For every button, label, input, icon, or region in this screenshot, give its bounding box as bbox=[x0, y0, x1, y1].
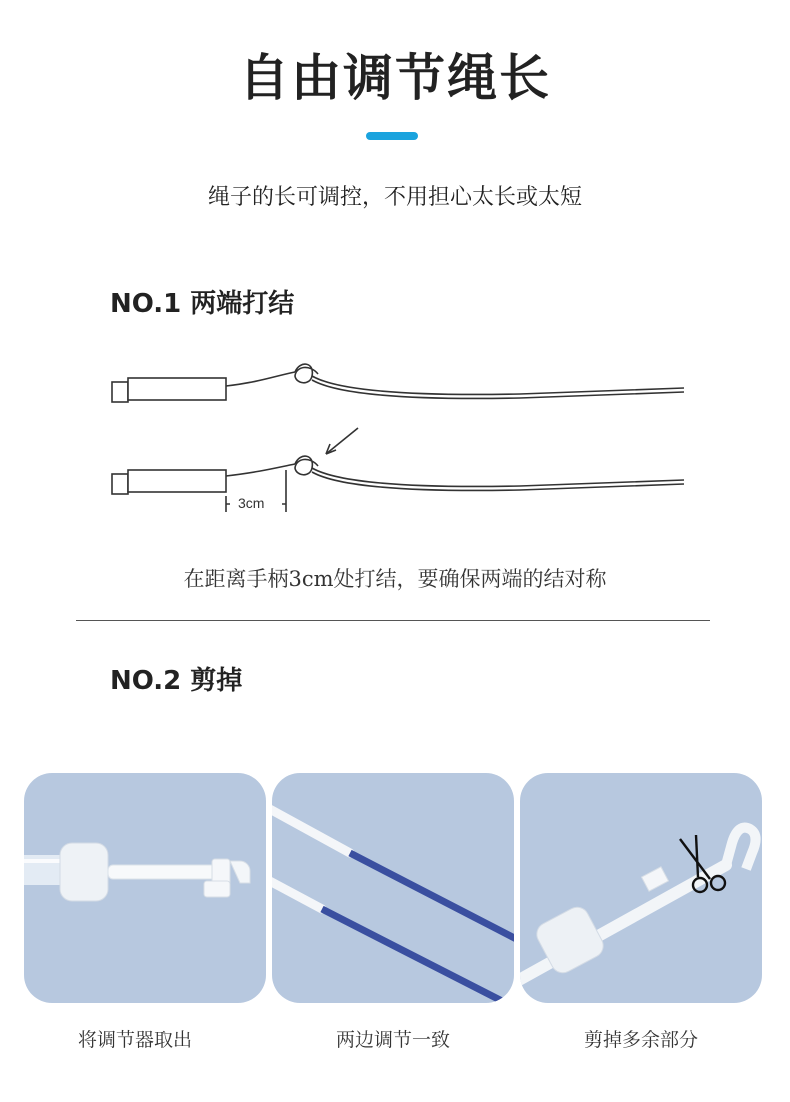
rope-bottom-cable bbox=[226, 464, 295, 476]
rope-bottom-handle-cap bbox=[112, 474, 128, 494]
rope-bottom-tail bbox=[312, 468, 684, 486]
rope-top-handle bbox=[128, 378, 226, 400]
step-image-cut-excess bbox=[520, 773, 762, 1003]
knot-arrow-icon bbox=[326, 428, 358, 454]
step-label-adjust-both: 两边调节一致 bbox=[335, 1029, 450, 1051]
rope-top-handle-cap bbox=[112, 382, 128, 402]
section2-heading: NO.2 剪掉 bbox=[110, 666, 243, 696]
rope-top-knot bbox=[295, 364, 318, 383]
page-subtitle: 绳子的长可调控，不用担心太长或太短 bbox=[207, 185, 582, 210]
rope-bottom-knot bbox=[295, 456, 318, 475]
rope-knot-diagram bbox=[100, 340, 700, 530]
step-label-cut-excess: 剪掉多余部分 bbox=[583, 1029, 698, 1051]
rope-top-tail bbox=[312, 376, 684, 394]
step-image-adjust-both bbox=[272, 773, 514, 1003]
page-title: 自由调节绳长 bbox=[239, 49, 551, 107]
step-label-remove-adjuster: 将调节器取出 bbox=[77, 1029, 192, 1051]
step-image-remove-adjuster bbox=[24, 773, 266, 1003]
rope-bottom-handle bbox=[128, 470, 226, 492]
rope-top bbox=[112, 364, 684, 402]
adjuster-block bbox=[60, 843, 108, 901]
section1-caption: 在距离手柄3cm处打结，要确保两端的结对称 bbox=[183, 567, 607, 591]
section1-heading: NO.1 两端打结 bbox=[110, 289, 295, 319]
measure-label: 3cm bbox=[238, 495, 265, 511]
section-divider bbox=[76, 620, 710, 621]
title-accent-bar bbox=[366, 132, 418, 140]
rope-top-cable bbox=[226, 372, 295, 386]
rope-bottom bbox=[112, 428, 684, 512]
